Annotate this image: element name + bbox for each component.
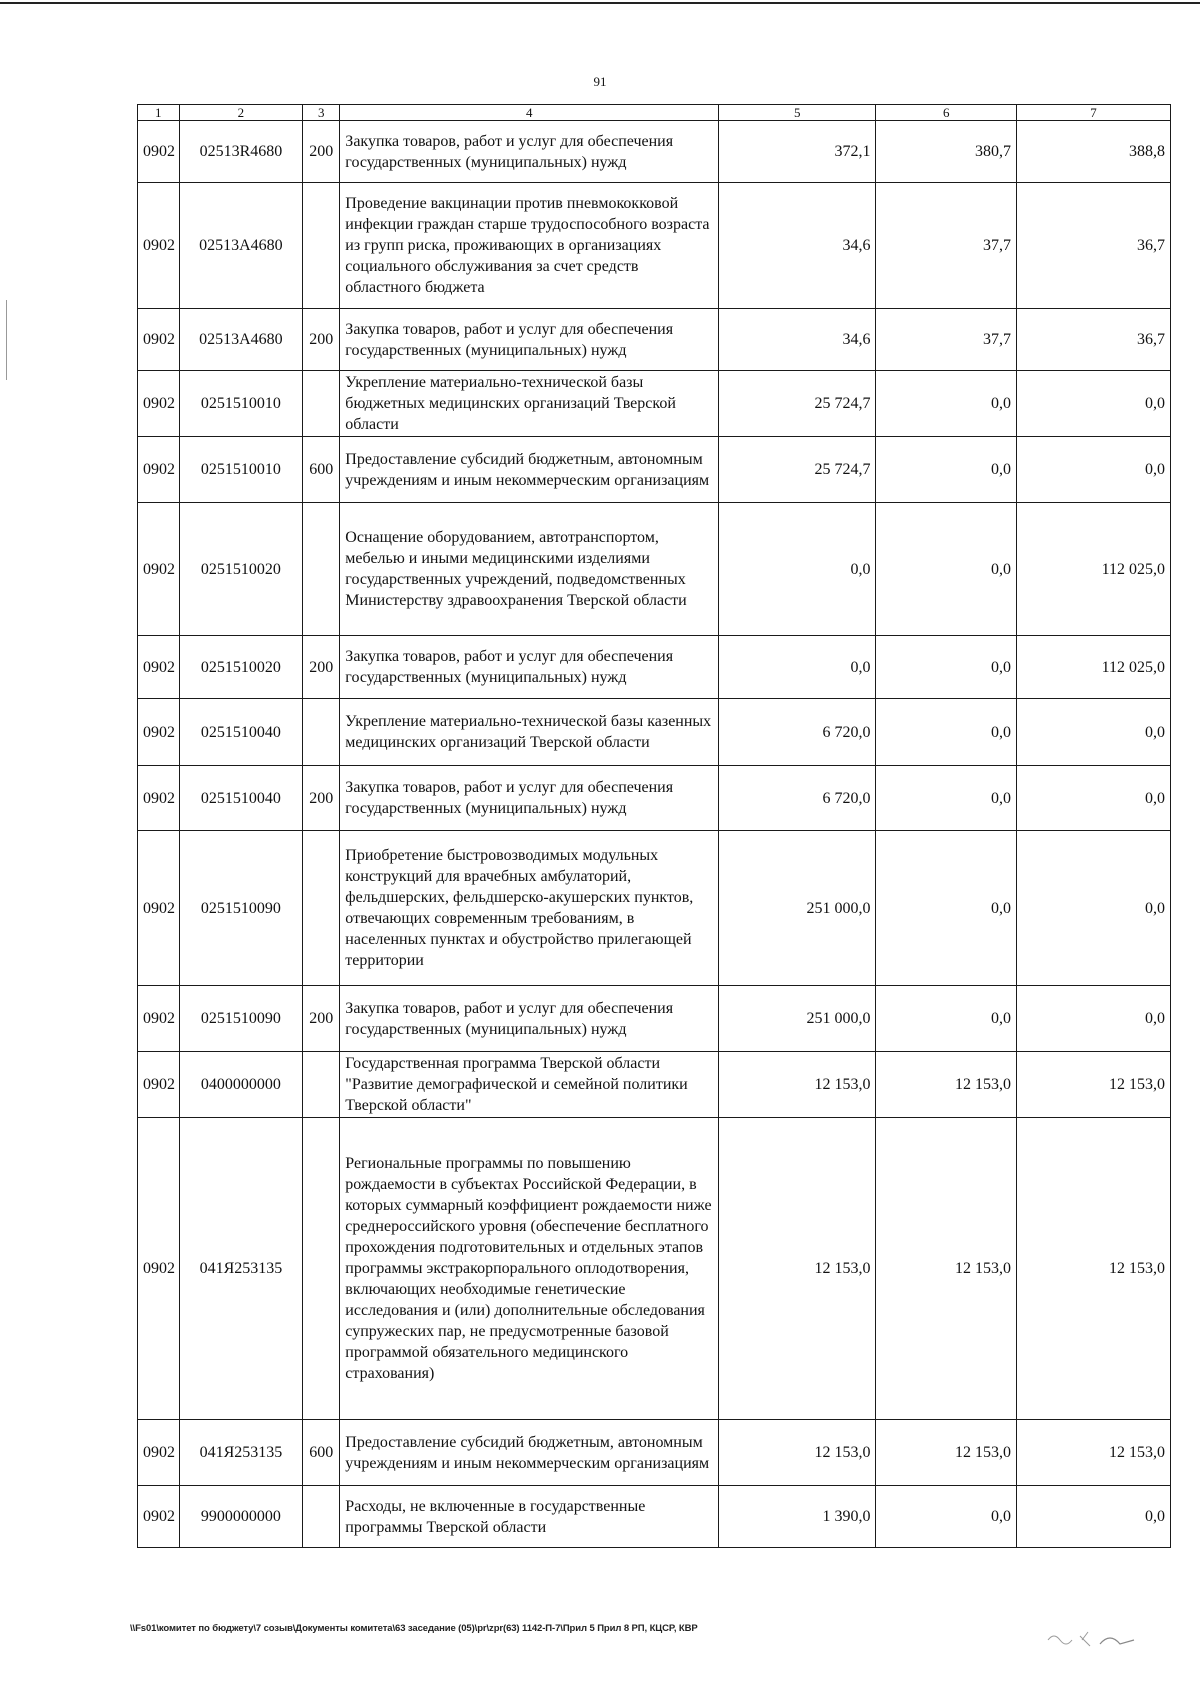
amount-cell: 12 153,0 (719, 1052, 876, 1118)
table-row (138, 121, 1171, 183)
table-row (138, 986, 1171, 1052)
handwritten-mark-icon (1040, 1618, 1150, 1658)
column-header: 5 (719, 105, 876, 121)
expense-type-cell (303, 699, 340, 766)
target-article-cell: 0251510010 (179, 437, 303, 503)
amount-cell: 25 724,7 (719, 437, 876, 503)
budget-table (137, 104, 1171, 1548)
amount-cell: 25 724,7 (719, 371, 876, 437)
column-header: 2 (179, 105, 303, 121)
description-cell: Закупка товаров, работ и услуг для обеспечения государственных (муниципальных) нужд (340, 986, 719, 1052)
expense-type-cell: 200 (303, 986, 340, 1052)
column-header: 4 (340, 105, 719, 121)
column-header: 1 (138, 105, 180, 121)
file-path-footer: \\Fs01\комитет по бюджету\7 созыв\Документы комитета\63 заседание (05)\pr\zpr(63) 1142-П-7\Прил 5 Прил 8 РП, КЦСР, КВР (130, 1623, 698, 1634)
description-cell: Оснащение оборудованием, автотранспортом, мебелью и иными медицинскими изделиями государственных учреждений, подведомственных Министерству здравоохранения Тверской области (340, 503, 719, 636)
amount-cell: 0,0 (876, 986, 1017, 1052)
expense-type-cell (303, 183, 340, 309)
top-edge-rule (0, 2, 1200, 4)
table-row (138, 371, 1171, 437)
target-article-cell: 0251510040 (179, 766, 303, 831)
table-row (138, 636, 1171, 699)
amount-cell: 34,6 (719, 183, 876, 309)
amount-cell: 0,0 (876, 699, 1017, 766)
description-cell: Закупка товаров, работ и услуг для обеспечения государственных (муниципальных) нужд (340, 636, 719, 699)
target-article-cell: 02513R4680 (179, 121, 303, 183)
description-cell: Региональные программы по повышению рождаемости в субъектах Российской Федерации, в которых суммарный коэффициент рождаемости ниже среднероссийского уровня (обеспечение бесплатного прохождения подготовительных и отдельных этапов программы экстракорпорального оплодотворения, включающих необходимые генетические исследования и (или) дополнительные обследования супружеских пар, не предусмотренные базовой программой обязательного медицинского страхования) (340, 1118, 719, 1420)
section-code-cell: 0902 (138, 437, 180, 503)
description-cell: Расходы, не включенные в государственные программы Тверской области (340, 1486, 719, 1548)
amount-cell: 0,0 (876, 636, 1017, 699)
target-article-cell: 0251510090 (179, 986, 303, 1052)
expense-type-cell (303, 1052, 340, 1118)
description-cell: Предоставление субсидий бюджетным, автономным учреждениям и иным некоммерческим организациям (340, 1420, 719, 1486)
amount-cell: 37,7 (876, 183, 1017, 309)
section-code-cell: 0902 (138, 1486, 180, 1548)
expense-type-cell: 200 (303, 309, 340, 371)
description-cell: Закупка товаров, работ и услуг для обеспечения государственных (муниципальных) нужд (340, 121, 719, 183)
description-cell: Приобретение быстровозводимых модульных конструкций для врачебных амбулаторий, фельдшерских, фельдшерско-акушерских пунктов, отвечающих современным требованиям, в населенных пунктах и обустройство прилегающей территории (340, 831, 719, 986)
amount-cell: 0,0 (1016, 699, 1170, 766)
table-row (138, 309, 1171, 371)
target-article-cell: 02513A4680 (179, 309, 303, 371)
amount-cell: 12 153,0 (876, 1052, 1017, 1118)
section-code-cell: 0902 (138, 699, 180, 766)
table-row (138, 183, 1171, 309)
amount-cell: 0,0 (876, 1486, 1017, 1548)
target-article-cell: 02513A4680 (179, 183, 303, 309)
target-article-cell: 0251510010 (179, 371, 303, 437)
section-code-cell: 0902 (138, 309, 180, 371)
target-article-cell: 9900000000 (179, 1486, 303, 1548)
expense-type-cell (303, 831, 340, 986)
table-row (138, 1486, 1171, 1548)
amount-cell: 6 720,0 (719, 699, 876, 766)
amount-cell: 388,8 (1016, 121, 1170, 183)
section-code-cell: 0902 (138, 766, 180, 831)
target-article-cell: 0251510020 (179, 503, 303, 636)
expense-type-cell: 200 (303, 121, 340, 183)
amount-cell: 0,0 (876, 437, 1017, 503)
amount-cell: 0,0 (1016, 1486, 1170, 1548)
section-code-cell: 0902 (138, 986, 180, 1052)
target-article-cell: 0400000000 (179, 1052, 303, 1118)
table-row (138, 503, 1171, 636)
amount-cell: 0,0 (876, 503, 1017, 636)
amount-cell: 0,0 (876, 831, 1017, 986)
table-row (138, 699, 1171, 766)
amount-cell: 0,0 (1016, 831, 1170, 986)
expense-type-cell: 200 (303, 636, 340, 699)
table-header-row (138, 105, 1171, 121)
amount-cell: 251 000,0 (719, 986, 876, 1052)
amount-cell: 12 153,0 (876, 1118, 1017, 1420)
amount-cell: 36,7 (1016, 183, 1170, 309)
amount-cell: 37,7 (876, 309, 1017, 371)
amount-cell: 12 153,0 (1016, 1052, 1170, 1118)
table-row (138, 437, 1171, 503)
expense-type-cell (303, 1118, 340, 1420)
target-article-cell: 0251510090 (179, 831, 303, 986)
table-row (138, 1052, 1171, 1118)
amount-cell: 12 153,0 (719, 1118, 876, 1420)
description-cell: Укрепление материально-технической базы казенных медицинских организаций Тверской области (340, 699, 719, 766)
column-header: 7 (1016, 105, 1170, 121)
description-cell: Закупка товаров, работ и услуг для обеспечения государственных (муниципальных) нужд (340, 309, 719, 371)
section-code-cell: 0902 (138, 636, 180, 699)
section-code-cell: 0902 (138, 503, 180, 636)
table-row (138, 766, 1171, 831)
section-code-cell: 0902 (138, 1052, 180, 1118)
expense-type-cell (303, 503, 340, 636)
expense-type-cell: 600 (303, 1420, 340, 1486)
amount-cell: 0,0 (1016, 766, 1170, 831)
section-code-cell: 0902 (138, 1118, 180, 1420)
amount-cell: 112 025,0 (1016, 503, 1170, 636)
amount-cell: 12 153,0 (719, 1420, 876, 1486)
expense-type-cell: 600 (303, 437, 340, 503)
table-row (138, 1118, 1171, 1420)
amount-cell: 34,6 (719, 309, 876, 371)
column-header: 6 (876, 105, 1017, 121)
amount-cell: 12 153,0 (1016, 1420, 1170, 1486)
description-cell: Укрепление материально-технической базы бюджетных медицинских организаций Тверской области (340, 371, 719, 437)
amount-cell: 0,0 (719, 636, 876, 699)
amount-cell: 372,1 (719, 121, 876, 183)
section-code-cell: 0902 (138, 371, 180, 437)
expense-type-cell (303, 1486, 340, 1548)
target-article-cell: 0251510020 (179, 636, 303, 699)
expense-type-cell: 200 (303, 766, 340, 831)
amount-cell: 251 000,0 (719, 831, 876, 986)
amount-cell: 0,0 (719, 503, 876, 636)
target-article-cell: 041Я253135 (179, 1118, 303, 1420)
amount-cell: 0,0 (876, 371, 1017, 437)
table-row (138, 831, 1171, 986)
section-code-cell: 0902 (138, 121, 180, 183)
amount-cell: 380,7 (876, 121, 1017, 183)
amount-cell: 12 153,0 (876, 1420, 1017, 1486)
amount-cell: 0,0 (1016, 986, 1170, 1052)
page-number: 91 (593, 74, 607, 89)
target-article-cell: 0251510040 (179, 699, 303, 766)
target-article-cell: 041Я253135 (179, 1420, 303, 1486)
amount-cell: 0,0 (1016, 371, 1170, 437)
amount-cell: 12 153,0 (1016, 1118, 1170, 1420)
amount-cell: 36,7 (1016, 309, 1170, 371)
expense-type-cell (303, 371, 340, 437)
description-cell: Закупка товаров, работ и услуг для обеспечения государственных (муниципальных) нужд (340, 766, 719, 831)
amount-cell: 0,0 (1016, 437, 1170, 503)
amount-cell: 6 720,0 (719, 766, 876, 831)
amount-cell: 112 025,0 (1016, 636, 1170, 699)
description-cell: Государственная программа Тверской области "Развитие демографической и семейной политики Тверской области" (340, 1052, 719, 1118)
section-code-cell: 0902 (138, 831, 180, 986)
amount-cell: 0,0 (876, 766, 1017, 831)
section-code-cell: 0902 (138, 1420, 180, 1486)
column-header: 3 (303, 105, 340, 121)
amount-cell: 1 390,0 (719, 1486, 876, 1548)
description-cell: Проведение вакцинации против пневмококковой инфекции граждан старше трудоспособного возраста из групп риска, проживающих в организациях социального обслуживания за счет средств областного бюджета (340, 183, 719, 309)
table-row (138, 1420, 1171, 1486)
section-code-cell: 0902 (138, 183, 180, 309)
description-cell: Предоставление субсидий бюджетным, автономным учреждениям и иным некоммерческим организациям (340, 437, 719, 503)
scan-margin-mark (6, 300, 7, 380)
